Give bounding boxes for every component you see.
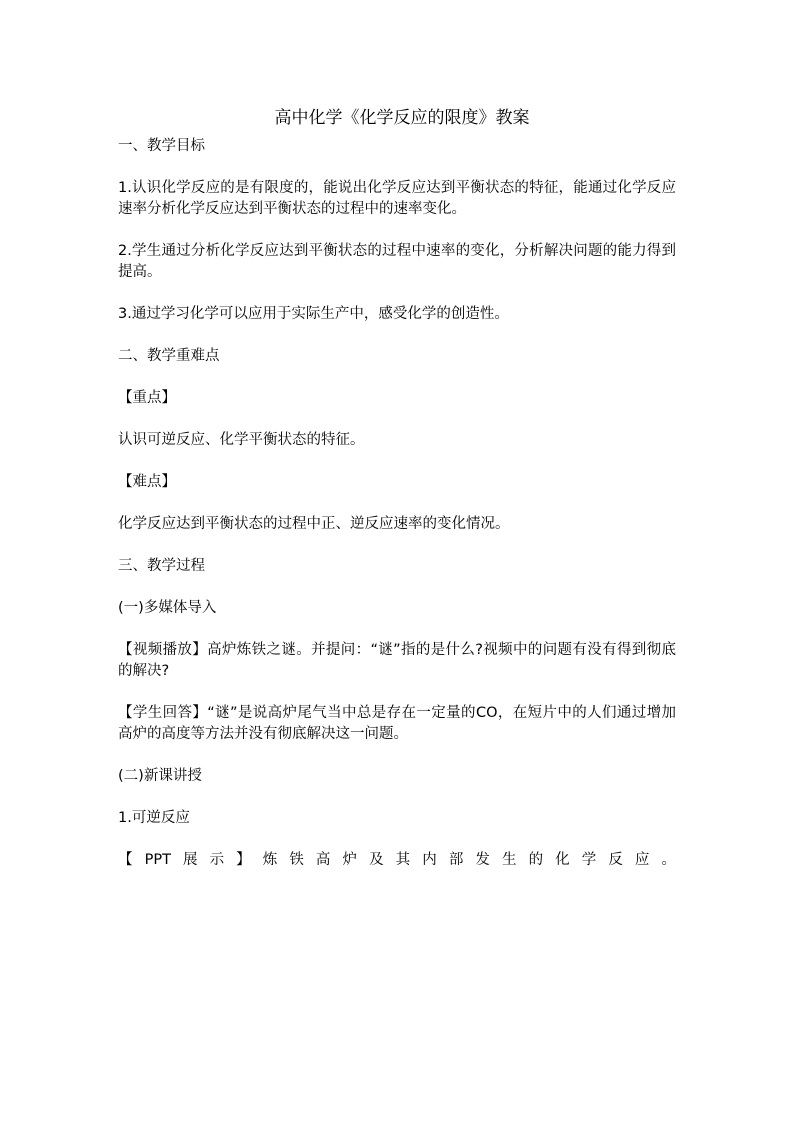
paragraph-gap (118, 325, 676, 346)
paragraph-gap (118, 409, 676, 430)
paragraph-gap (118, 787, 676, 808)
key-point-text: 认识可逆反应、化学平衡状态的特征。 (118, 432, 365, 448)
document-page (118, 104, 676, 871)
key-point-label: 【重点】 (118, 390, 176, 406)
paragraph-gap (118, 220, 676, 241)
paragraph-gap (118, 829, 676, 850)
document-title: 高中化学《化学反应的限度》教案 (274, 108, 530, 128)
objective-1: 1.认识化学反应的是有限度的，能说出化学反应达到平衡状态的特征，能通过化学反应速率分析化学反应达到平衡状态的过程中的速率变化。 (118, 180, 676, 217)
paragraph-gap (118, 367, 676, 388)
difficult-point-text: 化学反应达到平衡状态的过程中正、逆反应速率的变化情况。 (118, 516, 510, 532)
paragraph-gap (118, 283, 676, 304)
paragraph-gap (118, 451, 676, 472)
paragraph-gap (118, 682, 676, 703)
subsection-new-lesson: (二)新课讲授 (118, 768, 202, 784)
subsection-multimedia-intro: (一)多媒体导入 (118, 600, 217, 616)
student-answer-paragraph: 【学生回答】“谜”是说高炉尾气当中总是存在一定量的CO，在短片中的人们通过增加高炉的高度等方法并没有彻底解决这一问题。 (118, 705, 676, 742)
section-heading-key-points: 二、教学重难点 (118, 348, 220, 364)
objective-3: 3.通过学习化学可以应用于实际生产中，感受化学的创造性。 (118, 306, 509, 322)
paragraph-gap (118, 535, 676, 556)
objective-2: 2.学生通过分析化学反应达到平衡状态的过程中速率的变化，分析解决问题的能力得到提高。 (118, 243, 676, 280)
difficult-point-label: 【难点】 (118, 474, 176, 490)
ppt-display-paragraph: 【PPT展示】炼铁高炉及其内部发生的化学反应。 (118, 852, 676, 868)
section-heading-objectives: 一、教学目标 (118, 138, 205, 154)
paragraph-gap (118, 619, 676, 640)
paragraph-gap (118, 745, 676, 766)
paragraph-gap (118, 493, 676, 514)
reversible-reaction-heading: 1.可逆反应 (118, 810, 190, 826)
video-play-paragraph: 【视频播放】高炉炼铁之谜。并提问：“谜”指的是什么?视频中的问题有没有得到彻底的解决? (118, 642, 676, 679)
paragraph-gap (118, 577, 676, 598)
section-heading-process: 三、教学过程 (118, 558, 205, 574)
paragraph-gap (118, 157, 676, 178)
